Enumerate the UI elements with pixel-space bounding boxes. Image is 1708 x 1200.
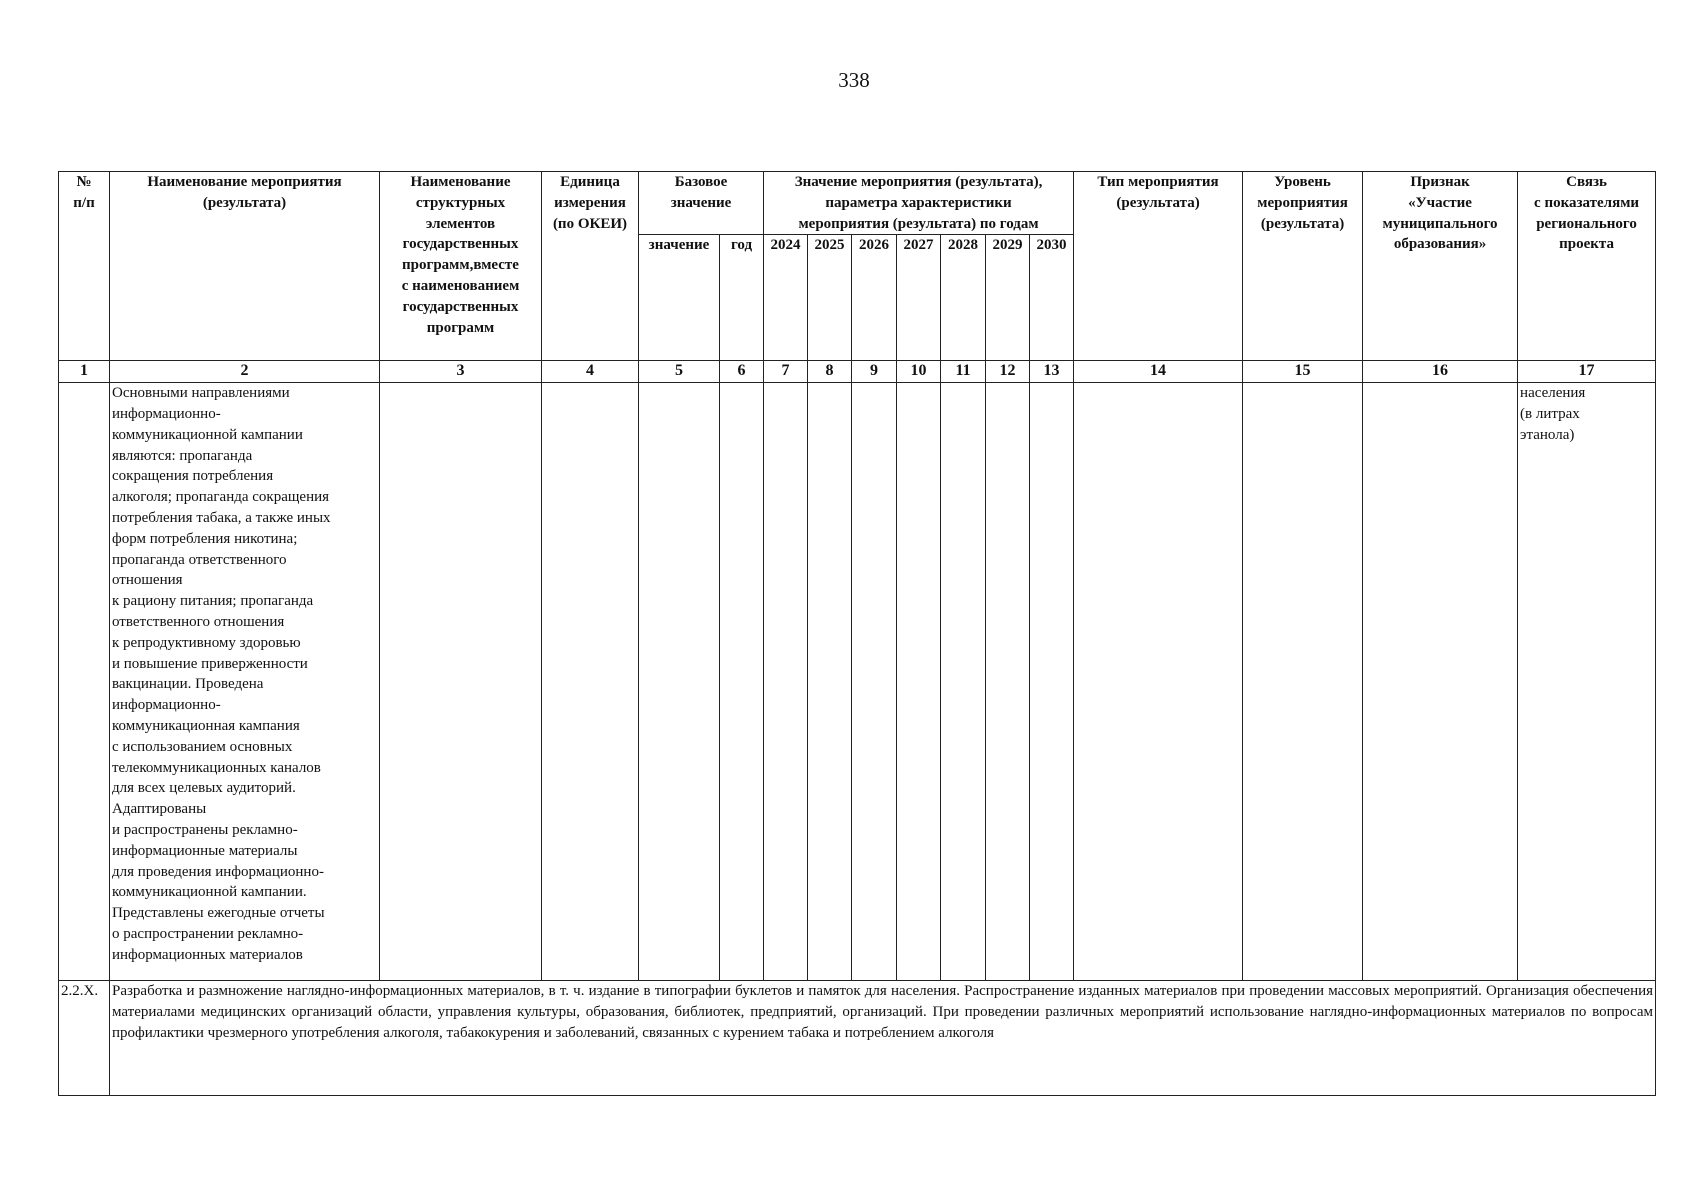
row1-regional-link [1518,383,1656,981]
text-line: (результата) [1260,215,1345,232]
text-line: Наименование мероприятия [147,174,342,190]
column-number: 5 [639,361,720,383]
text-line: № [76,174,92,190]
column-number: 9 [852,361,897,383]
text-line: измерения [554,194,626,211]
text-line: и повышение приверженности [112,655,308,672]
row1-num-cell [59,383,110,981]
row1-year-2029-cell [986,383,1030,981]
row1-year-2025-cell [808,383,852,981]
header-year-2028: 2028 [941,235,986,361]
header-year-2027: 2027 [897,235,941,361]
text-line: Связь [1566,174,1607,190]
text-line: сокращения потребления [112,468,274,485]
column-number: 12 [986,361,1030,383]
header-year-2025: 2025 [808,235,852,361]
text-line: структурных [415,194,506,211]
header-structural-elements [380,172,542,361]
text-line: (в литрах [1520,405,1580,422]
row1-level-cell [1243,383,1363,981]
text-line: (результата) [1116,194,1200,211]
row1-municipal-cell [1363,383,1518,981]
text-line: «Участие [1408,194,1472,211]
text-line: регионального [1536,215,1637,232]
column-number: 15 [1243,361,1363,383]
column-number-row [59,361,1656,383]
text-line: государственных [402,236,519,253]
text-line: п/п [73,194,95,211]
table-row [59,981,1656,1096]
row2-description: Разработка и размножение наглядно-информационных материалов, в т. ч. издание в типографии буклетов и памяток для населения. Распространение изданных материалов при проведении массовых мероприятий. Организация обеспечения материалами медицинских организаций области, управления культуры, образования, библиотек, предприятий, организаций. При проведении различных мероприятий использование наглядно-информационных материалов по вопросам профилактики чрезмерного употребления алкоголя, табакокурения и заболеваний, связанных с курением табака и потреблением алкоголя [110,981,1656,1096]
text-line: с показателями [1534,194,1640,211]
column-number: 13 [1030,361,1074,383]
header-name [110,172,380,361]
text-line: пропаганда ответственного [112,551,287,568]
text-line: мероприятия [1257,194,1348,211]
column-number: 2 [110,361,380,383]
text-line: отношения [112,572,183,589]
text-line: к репродуктивному здоровью [112,634,301,651]
text-line: программ,вместе [402,257,519,274]
row1-description [110,383,380,981]
text-line: проекта [1559,236,1614,253]
header-values-by-year [764,172,1074,235]
row1-base-year-cell [720,383,764,981]
text-line: мероприятия (результата) по годам [798,215,1039,232]
column-number: 17 [1518,361,1656,383]
header-unit [542,172,639,361]
text-line: для всех целевых аудиторий. [112,780,296,797]
column-number: 4 [542,361,639,383]
row2-number: 2.2.Х. [59,981,110,1096]
row1-year-2026-cell [852,383,897,981]
text-line: Адаптированы [112,801,207,818]
text-line: вакцинации. Проведена [112,676,264,693]
text-line: значение [670,194,732,211]
text-line: параметра характеристики [825,194,1012,211]
text-line: Единица [560,174,620,190]
text-line: информационно- [112,697,221,714]
text-line: информационно- [112,405,221,422]
row1-type-cell [1074,383,1243,981]
header-num [59,172,110,361]
column-number: 7 [764,361,808,383]
text-line: элементов [425,215,496,232]
row1-year-2024-cell [764,383,808,981]
text-line: коммуникационной кампании [112,426,303,443]
text-line: к рациону питания; пропаганда [112,593,314,610]
text-line: информационные материалы [112,842,298,859]
text-line: коммуникационной кампании. [112,884,307,901]
column-number: 1 [59,361,110,383]
text-line: Основными направлениями [112,385,290,402]
header-level [1243,172,1363,361]
text-line: этанола) [1520,426,1575,443]
text-line: алкоголя; пропаганда сокращения [112,489,330,506]
header-year-2024: 2024 [764,235,808,361]
text-line: потребления табака, а также иных [112,509,331,526]
header-base-value-value: значение [639,235,720,361]
row1-structural-cell [380,383,542,981]
text-line: с использованием основных [112,738,293,755]
text-line: форм потребления никотина; [112,530,298,547]
text-line: Уровень [1274,174,1331,190]
text-line: коммуникационная кампания [112,717,300,734]
header-year-2026: 2026 [852,235,897,361]
column-number: 8 [808,361,852,383]
text-line: телекоммуникационных каналов [112,759,321,776]
text-line: государственных [402,298,519,315]
measures-table [58,171,1656,1096]
text-line: Представлены ежегодные отчеты [112,905,325,922]
text-line: с наименованием [401,277,520,294]
text-line: и распространены рекламно- [112,821,298,838]
row1-year-2027-cell [897,383,941,981]
text-line: образования» [1393,236,1487,253]
row1-unit-cell [542,383,639,981]
column-number: 11 [941,361,986,383]
row1-base-value-cell [639,383,720,981]
header-type [1074,172,1243,361]
header-row-top [59,172,1656,235]
text-line: муниципального [1382,215,1498,232]
text-line: (результата) [202,194,287,211]
column-number: 3 [380,361,542,383]
column-number: 14 [1074,361,1243,383]
text-line: Признак [1410,174,1470,190]
text-line: ответственного отношения [112,613,285,630]
column-number: 6 [720,361,764,383]
text-line: являются: пропаганда [112,447,253,464]
text-line: Наименование [410,174,511,190]
row1-year-2028-cell [941,383,986,981]
text-line: Базовое [674,174,728,190]
text-line: населения [1520,385,1586,402]
text-line: программ [426,319,495,336]
text-line: Значение мероприятия (результата), [794,174,1043,190]
table-row [59,383,1656,981]
header-base-value-year: год [720,235,764,361]
text-line: для проведения информационно- [112,863,324,880]
column-number: 10 [897,361,941,383]
header-year-2030: 2030 [1030,235,1074,361]
text-line: о распространении рекламно- [112,925,304,942]
text-line: (по ОКЕИ) [552,215,628,232]
page-number: 338 [838,68,870,92]
text-line: информационных материалов [112,946,303,963]
header-base-value [639,172,764,235]
header-regional-link [1518,172,1656,361]
row1-year-2030-cell [1030,383,1074,981]
header-year-2029: 2029 [986,235,1030,361]
header-municipal-participation [1363,172,1518,361]
text-line: Тип мероприятия [1097,174,1219,190]
column-number: 16 [1363,361,1518,383]
